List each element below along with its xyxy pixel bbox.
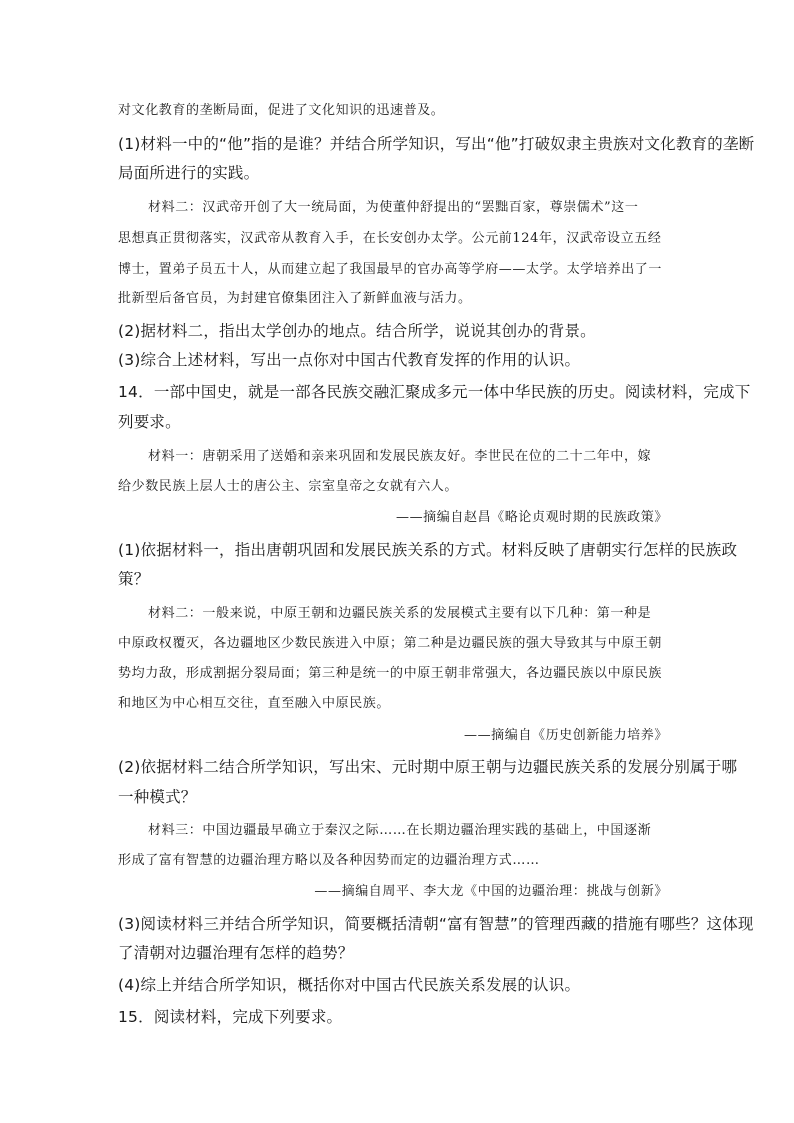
material-line: 思想真正贯彻落实，汉武帝从教育入手，在长安创办太学。公元前124年，汉武帝设立五经 xyxy=(118,231,662,246)
question-line: 列要求。 xyxy=(118,413,181,431)
question-line: 14．一部中国史，就是一部各民族交融汇聚成多元一体中华民族的历史。阅读材料，完成下 xyxy=(118,383,751,401)
material-line: 给少数民族上层人士的唐公主、宗室皇帝之女就有六人。 xyxy=(118,479,459,494)
question-line: (3)阅读材料三并结合所学知识，简要概括清朝“富有智慧”的管理西藏的措施有哪些？这体现 xyxy=(118,915,754,933)
question-line: (2)依据材料二结合所学知识，写出宋、元时期中原王朝与边疆民族关系的发展分别属于哪 xyxy=(118,758,738,776)
source-citation: ——摘编自周平、李大龙《中国的边疆治理：挑战与创新》 xyxy=(314,884,668,899)
question-line: 一种模式？ xyxy=(118,788,197,806)
material-line: 形成了富有智慧的边疆治理方略以及各种因势而定的边疆治理方式…… xyxy=(118,853,540,868)
material-line: 博士，置弟子员五十人，从而建立起了我国最早的官办高等学府——太学。太学培养出了一 xyxy=(118,262,663,277)
source-citation: ——摘编自赵昌《略论贞观时期的民族政策》 xyxy=(395,510,668,525)
question-line: (1)材料一中的“他”指的是谁？并结合所学知识，写出“他”打破奴隶主贵族对文化教育的垄断 xyxy=(118,135,755,153)
question-line: (1)依据材料一，指出唐朝巩固和发展民族关系的方式。材料反映了唐朝实行怎样的民族政 xyxy=(118,541,738,559)
material-line: 材料一：唐朝采用了送婚和亲来巩固和发展民族友好。李世民在位的二十二年中，嫁 xyxy=(148,449,652,464)
text-line: 对文化教育的垄断局面，促进了文化知识的迅速普及。 xyxy=(118,103,445,118)
material-line: 中原政权覆灭，各边疆地区少数民族进入中原；第二种是边疆民族的强大导致其与中原王朝 xyxy=(118,636,663,651)
question-line: 15．阅读材料，完成下列要求。 xyxy=(118,1008,343,1026)
material-line: 和地区为中心相互交往，直至融入中原民族。 xyxy=(118,696,391,711)
material-line: 材料二：汉武帝开创了大一统局面，为使董仲舒提出的“罢黜百家，尊崇儒术”这一 xyxy=(148,200,639,215)
question-line: (2)据材料二，指出太学创办的地点。结合所学，说说其创办的背景。 xyxy=(118,322,596,340)
source-citation: ——摘编自《历史创新能力培养》 xyxy=(463,728,668,743)
material-line: 势均力敌，形成割据分裂局面；第三种是统一的中原王朝非常强大，各边疆民族以中原民族 xyxy=(118,666,663,681)
material-line: 批新型后备官员，为封建官僚集团注入了新鲜血液与活力。 xyxy=(118,291,472,306)
question-line: (4)综上并结合所学知识，概括你对中国古代民族关系发展的认识。 xyxy=(118,976,581,994)
question-line: (3)综合上述材料，写出一点你对中国古代教育发挥的作用的认识。 xyxy=(118,351,581,369)
question-line: 局面所进行的实践。 xyxy=(118,164,260,182)
material-line: 材料二：一般来说，中原王朝和边疆民族关系的发展模式主要有以下几种：第一种是 xyxy=(148,606,652,621)
question-line: 策？ xyxy=(118,570,150,588)
material-line: 材料三：中国边疆最早确立于秦汉之际……在长期边疆治理实践的基础上，中国逐渐 xyxy=(148,823,652,838)
question-line: 了清朝对边疆治理有怎样的趋势？ xyxy=(118,944,354,962)
